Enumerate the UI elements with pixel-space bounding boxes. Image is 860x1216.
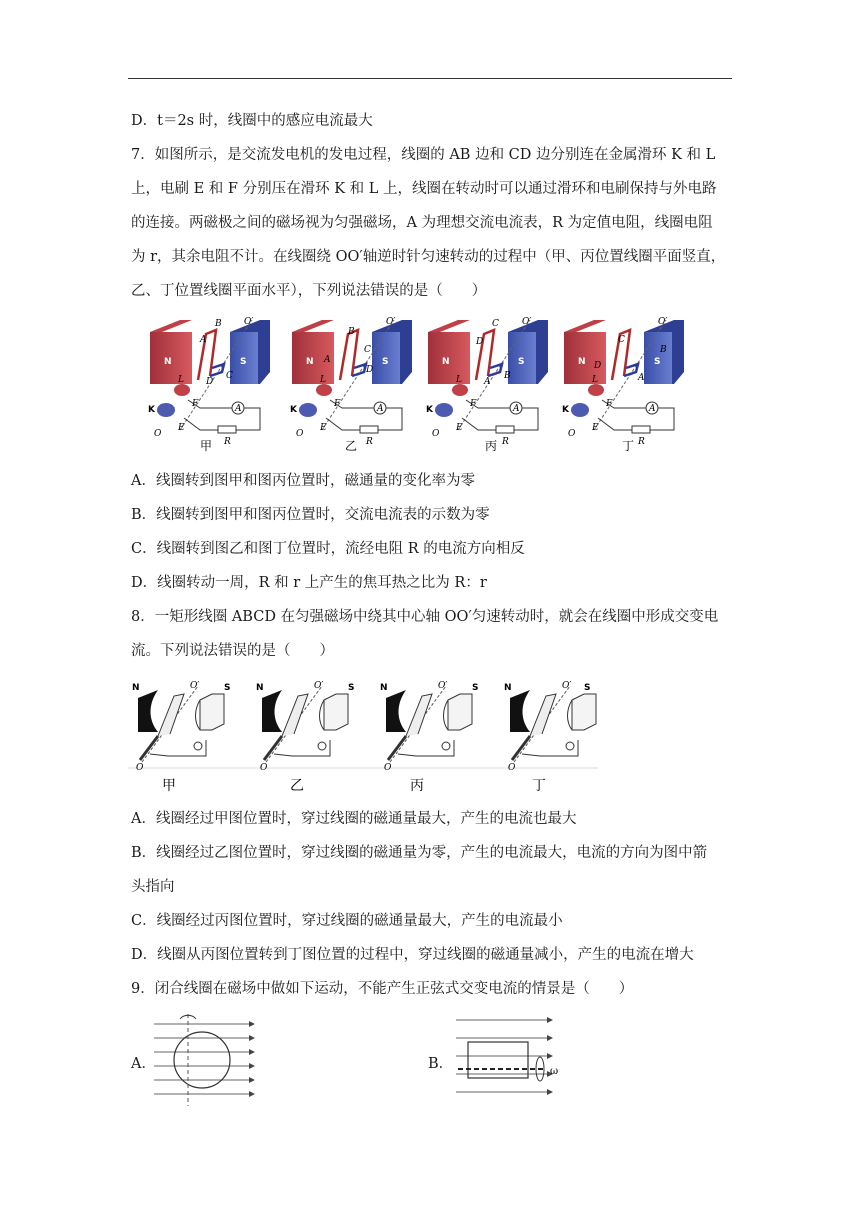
caption-jia: 甲	[162, 778, 176, 794]
corner-label: C	[618, 335, 625, 345]
q8-option-d: D．线圈从丙图位置转到丁图位置的过程中，穿过线圈的磁通量减小，产生的电流在增大	[131, 947, 694, 963]
meter-label: A	[377, 404, 384, 414]
pole-s-label: S	[382, 357, 389, 367]
corner-label: D	[206, 377, 214, 387]
q7-option-a: A．线圈转到图甲和图丙位置时，磁通量的变化率为零	[131, 473, 475, 489]
brush-f-label: F	[606, 399, 613, 409]
pole-n-label: N	[504, 683, 512, 693]
pole-s-label: S	[518, 357, 525, 367]
q7-generator-figure	[140, 312, 700, 454]
q7-stem-line-5: 乙、丁位置线圈平面水平），下列说法错误的是（ ）	[131, 283, 487, 299]
axis-top-label: O′	[438, 681, 448, 691]
q7-stem-line-1: 7．如图所示，是交流发电机的发电过程，线圈的 AB 边和 CD 边分别连在金属滑环 K 和 L	[131, 147, 716, 163]
pole-s-label: S	[240, 357, 247, 367]
pole-n-label: N	[442, 357, 450, 367]
corner-label: D	[366, 365, 374, 375]
corner-label: A	[200, 335, 207, 345]
axis-bottom-label: O	[432, 429, 440, 439]
q8-panel-ding	[500, 686, 598, 768]
q8-option-c: C．线圈经过丙图位置时，穿过线圈的磁通量最大，产生的电流最小	[131, 913, 563, 929]
q9-stem: 9．闭合线圈在磁场中做如下运动，不能产生正弦式交变电流的情景是（ ）	[131, 981, 634, 997]
axis-bottom-label: O	[568, 429, 576, 439]
pole-n-label: N	[380, 683, 388, 693]
caption-yi: 乙	[345, 439, 358, 453]
rectangular-coil	[468, 1042, 528, 1078]
caption-yi: 乙	[290, 778, 304, 794]
q6-option-d: D．t＝2s 时，线圈中的感应电流最大	[131, 113, 373, 129]
corner-label: D	[476, 337, 484, 347]
brush-f-label: F	[192, 399, 199, 409]
q8-stem-line-2: 流。下列说法错误的是（ ）	[131, 643, 334, 659]
resistor-label: R	[366, 437, 373, 447]
pole-n-label: N	[306, 357, 314, 367]
q8-coil-figure	[128, 676, 598, 796]
axis-bottom-label: O	[136, 763, 144, 773]
resistor-label: R	[502, 437, 509, 447]
q9-option-b-label: B．	[428, 1056, 454, 1072]
corner-label: B	[504, 371, 511, 381]
axis-bottom-label: O	[508, 763, 516, 773]
caption-ding: 丁	[622, 439, 635, 453]
ring-l-label: L	[178, 375, 184, 385]
axis-top-label: O′	[386, 317, 396, 327]
q9-option-a-label: A．	[131, 1056, 156, 1072]
axis-top-label: O′	[658, 317, 668, 327]
pole-s-label: S	[584, 683, 591, 693]
ring-k-label: K	[148, 405, 155, 415]
q7-stem-line-3: 的连接。两磁极之间的磁场视为匀强磁场，A 为理想交流电流表，R 为定值电阻，线圈电阻	[131, 215, 713, 231]
slip-ring-l	[174, 384, 190, 396]
axis-bottom-label: O	[296, 429, 304, 439]
corner-label: C	[492, 319, 499, 329]
corner-label: A	[484, 377, 491, 387]
meter-label: A	[649, 404, 656, 414]
axis-bottom-label: O	[260, 763, 268, 773]
resistor-label: R	[638, 437, 645, 447]
brush-e-label: E	[178, 423, 185, 433]
n-pole-block	[138, 690, 158, 732]
q9-option-b-figure	[452, 1012, 572, 1108]
caption-jia: 甲	[200, 439, 213, 453]
pole-s-label: S	[472, 683, 479, 693]
axis-top-label: O′	[562, 681, 572, 691]
pole-n-label: N	[256, 683, 264, 693]
caption-bing: 丙	[485, 439, 498, 453]
slip-ring-k	[157, 403, 175, 417]
axis-top-label: O′	[190, 681, 200, 691]
axis-top-label: O′	[314, 681, 324, 691]
corner-label: A	[324, 355, 331, 365]
meter-label: A	[513, 404, 520, 414]
pole-n-label: N	[132, 683, 140, 693]
q7-stem-line-4: 为 r，其余电阻不计。在线圈绕 OO′轴逆时针匀速转动的过程中（甲、丙位置线圈平面竖直，	[131, 249, 726, 265]
ring-k-label: K	[426, 405, 433, 415]
q7-stem-line-2: 上，电刷 E 和 F 分别压在滑环 K 和 L 上，线圈在转动时可以通过滑环和电刷保持与外电路	[131, 181, 717, 197]
q8-option-a: A．线圈经过甲图位置时，穿过线圈的磁通量最大，产生的电流也最大	[131, 811, 577, 827]
q7-option-c: C．线圈转到图乙和图丁位置时，流经电阻 R 的电流方向相反	[131, 541, 525, 557]
pole-s-label: S	[654, 357, 661, 367]
meter-label: A	[235, 404, 242, 414]
ring-k-label: K	[562, 405, 569, 415]
brush-e-label: E	[456, 423, 463, 433]
ring-l-label: L	[592, 375, 598, 385]
brush-f-label: F	[334, 399, 341, 409]
axis-top-label: O′	[244, 317, 254, 327]
corner-label: B	[348, 327, 355, 337]
corner-label: D	[594, 361, 602, 371]
corner-label: A	[638, 373, 645, 383]
axis-top-label: O′	[522, 317, 532, 327]
pole-s-label: S	[224, 683, 231, 693]
pole-n-label: N	[164, 357, 172, 367]
q7-option-b: B．线圈转到图甲和图丙位置时，交流电流表的示数为零	[131, 507, 490, 523]
axis-bottom-label: O	[154, 429, 162, 439]
corner-label: C	[364, 345, 371, 355]
q8-stem-line-1: 8．一矩形线圈 ABCD 在匀强磁场中绕其中心轴 OO′匀速转动时，就会在线圈中形成交变电	[131, 609, 719, 625]
axis-bottom-label: O	[384, 763, 392, 773]
q9-option-a-figure	[150, 1012, 260, 1108]
caption-ding: 丁	[532, 778, 546, 794]
ring-l-label: L	[320, 375, 326, 385]
ring-l-label: L	[456, 375, 462, 385]
brush-e-label: E	[592, 423, 599, 433]
q8-option-b-line-2: 头指向	[131, 879, 175, 895]
q7-option-d: D．线圈转动一周，R 和 r 上产生的焦耳热之比为 R：r	[131, 575, 487, 591]
pole-n-label: N	[578, 357, 586, 367]
q8-option-b-line-1: B．线圈经过乙图位置时，穿过线圈的磁通量为零，产生的电流最大，电流的方向为图中箭	[131, 845, 708, 861]
pole-s-label: S	[348, 683, 355, 693]
corner-label: C	[226, 371, 233, 381]
brush-e-label: E	[320, 423, 327, 433]
corner-label: B	[215, 319, 222, 329]
omega-label: ω	[550, 1066, 559, 1077]
ring-k-label: K	[290, 405, 297, 415]
caption-bing: 丙	[410, 778, 424, 794]
header-rule	[128, 78, 732, 79]
brush-f-label: F	[470, 399, 477, 409]
corner-label: B	[660, 345, 667, 355]
resistor-label: R	[224, 437, 231, 447]
